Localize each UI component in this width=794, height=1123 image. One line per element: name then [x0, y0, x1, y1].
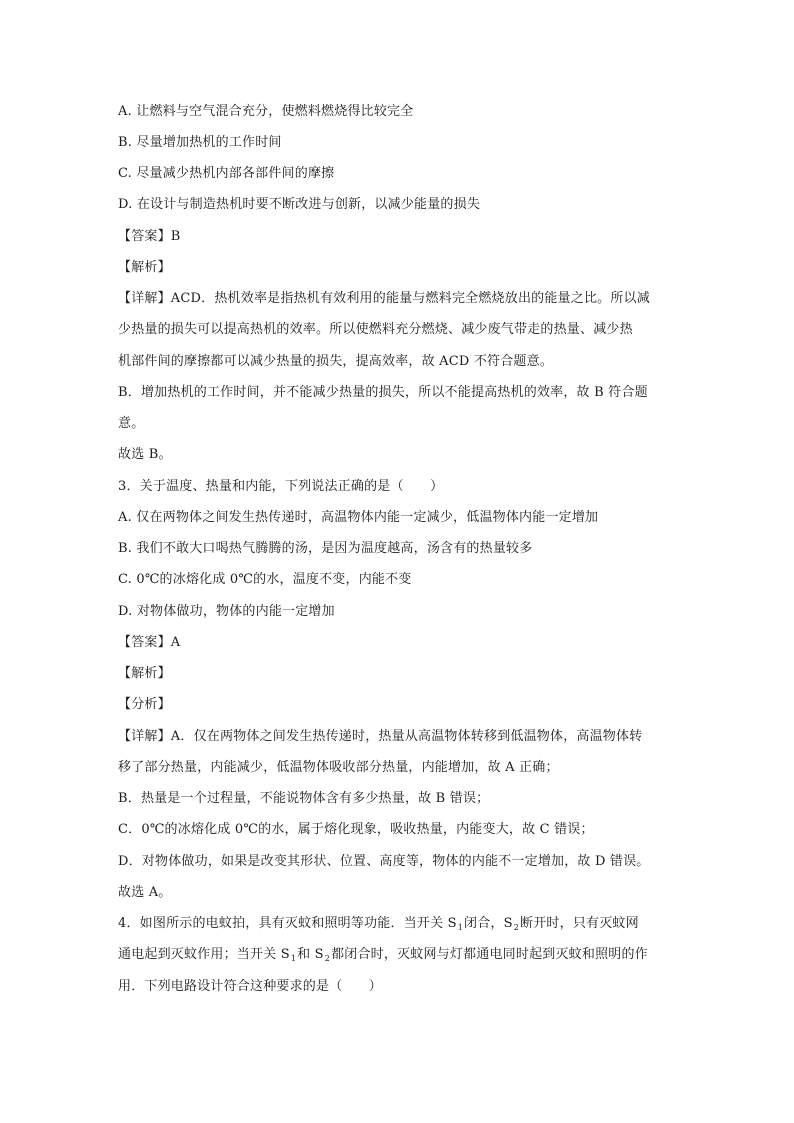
q3-detail-line-3: B．热量是一个过程量，不能说物体含有多少热量，故 B 错误；: [118, 791, 490, 806]
q4-text: 和 S: [297, 947, 324, 962]
q4-text: 断开时，只有灭蚊网: [520, 916, 639, 931]
q2-detail-line-4: B．增加热机的工作时间，并不能减少热量的损失，所以不能提高热机的效率，故 B 符合题: [118, 385, 648, 400]
q4-text: 4．如图所示的电蚊拍，具有灭蚊和照明等功能．当开关 S: [118, 916, 457, 931]
q2-conclusion: 故选 B。: [118, 447, 172, 462]
q3-detail-line-2: 移了部分热量，内能减少，低温物体吸收部分热量，内能增加，故 A 正确；: [118, 760, 559, 775]
q3-detail-line-4: C．0℃的冰熔化成 0℃的水，属于熔化现象，吸收热量，内能变大，故 C 错误；: [118, 822, 594, 837]
q3-fenxi-heading: 【分析】: [118, 697, 171, 712]
q4-stem-line-3: 用．下列电路设计符合这种要求的是（ ）: [118, 979, 383, 994]
q2-detail-line-3: 机部件间的摩擦都可以减少热量的损失，提高效率，故 ACD 不符合题意。: [118, 354, 554, 369]
q2-analysis-heading: 【解析】: [118, 260, 171, 275]
q4-stem-line-1: [118, 916, 639, 933]
q3-detail-line-1: 【详解】A．仅在两物体之间发生热传递时，热量从高温物体转移到低温物体，高温物体转: [118, 729, 643, 744]
q2-detail-line-2: 少热量的损失可以提高热机的效率。所以使燃料充分燃烧、减少废气带走的热量、减少热: [118, 322, 633, 337]
q2-option-c: C. 尽量减少热机内部各部件间的摩擦: [118, 166, 335, 181]
q2-detail-line-1: 【详解】ACD．热机效率是指热机有效利用的能量与燃料完全燃烧放出的能量之比。所以减: [118, 291, 650, 306]
q3-stem: 3．关于温度、热量和内能，下列说法正确的是（ ）: [118, 479, 444, 494]
q2-option-d: D. 在设计与制造热机时要不断改进与创新，以减少能量的损失: [118, 197, 481, 212]
q3-detail-line-5: D．对物体做功，如果是改变其形状、位置、高度等，物体的内能不一定增加，故 D 错误。: [118, 854, 650, 869]
q4-text: 都闭合时，灭蚊网与灯都通电同时起到灭蚊和照明的作: [331, 947, 648, 962]
q3-answer: 【答案】A: [118, 635, 181, 650]
q3-analysis-heading: 【解析】: [118, 666, 171, 681]
subscript: 2: [324, 954, 331, 963]
q3-option-d: D. 对物体做功，物体的内能一定增加: [118, 604, 335, 619]
q3-option-b: B. 我们不敢大口喝热气腾腾的汤，是因为温度越高，汤含有的热量较多: [118, 541, 533, 556]
q2-option-b: B. 尽量增加热机的工作时间: [118, 135, 282, 150]
subscript: 1: [457, 923, 464, 932]
q3-conclusion: 故选 A。: [118, 885, 172, 900]
q4-text: 通电起到灭蚊作用；当开关 S: [118, 947, 290, 962]
q4-text: 闭合，S: [464, 916, 513, 931]
subscript: 2: [513, 923, 520, 932]
q2-detail-line-5: 意。: [118, 416, 145, 431]
q4-stem-line-2: [118, 947, 648, 964]
q3-option-a: A. 仅在两物体之间发生热传递时，高温物体内能一定减少，低温物体内能一定增加: [118, 510, 599, 525]
q3-option-c: C. 0℃的冰熔化成 0℃的水，温度不变，内能不变: [118, 572, 412, 587]
q2-answer: 【答案】B: [118, 229, 181, 244]
q2-option-a: A. 让燃料与空气混合充分，使燃料燃烧得比较完全: [118, 104, 414, 119]
subscript: 1: [290, 954, 297, 963]
